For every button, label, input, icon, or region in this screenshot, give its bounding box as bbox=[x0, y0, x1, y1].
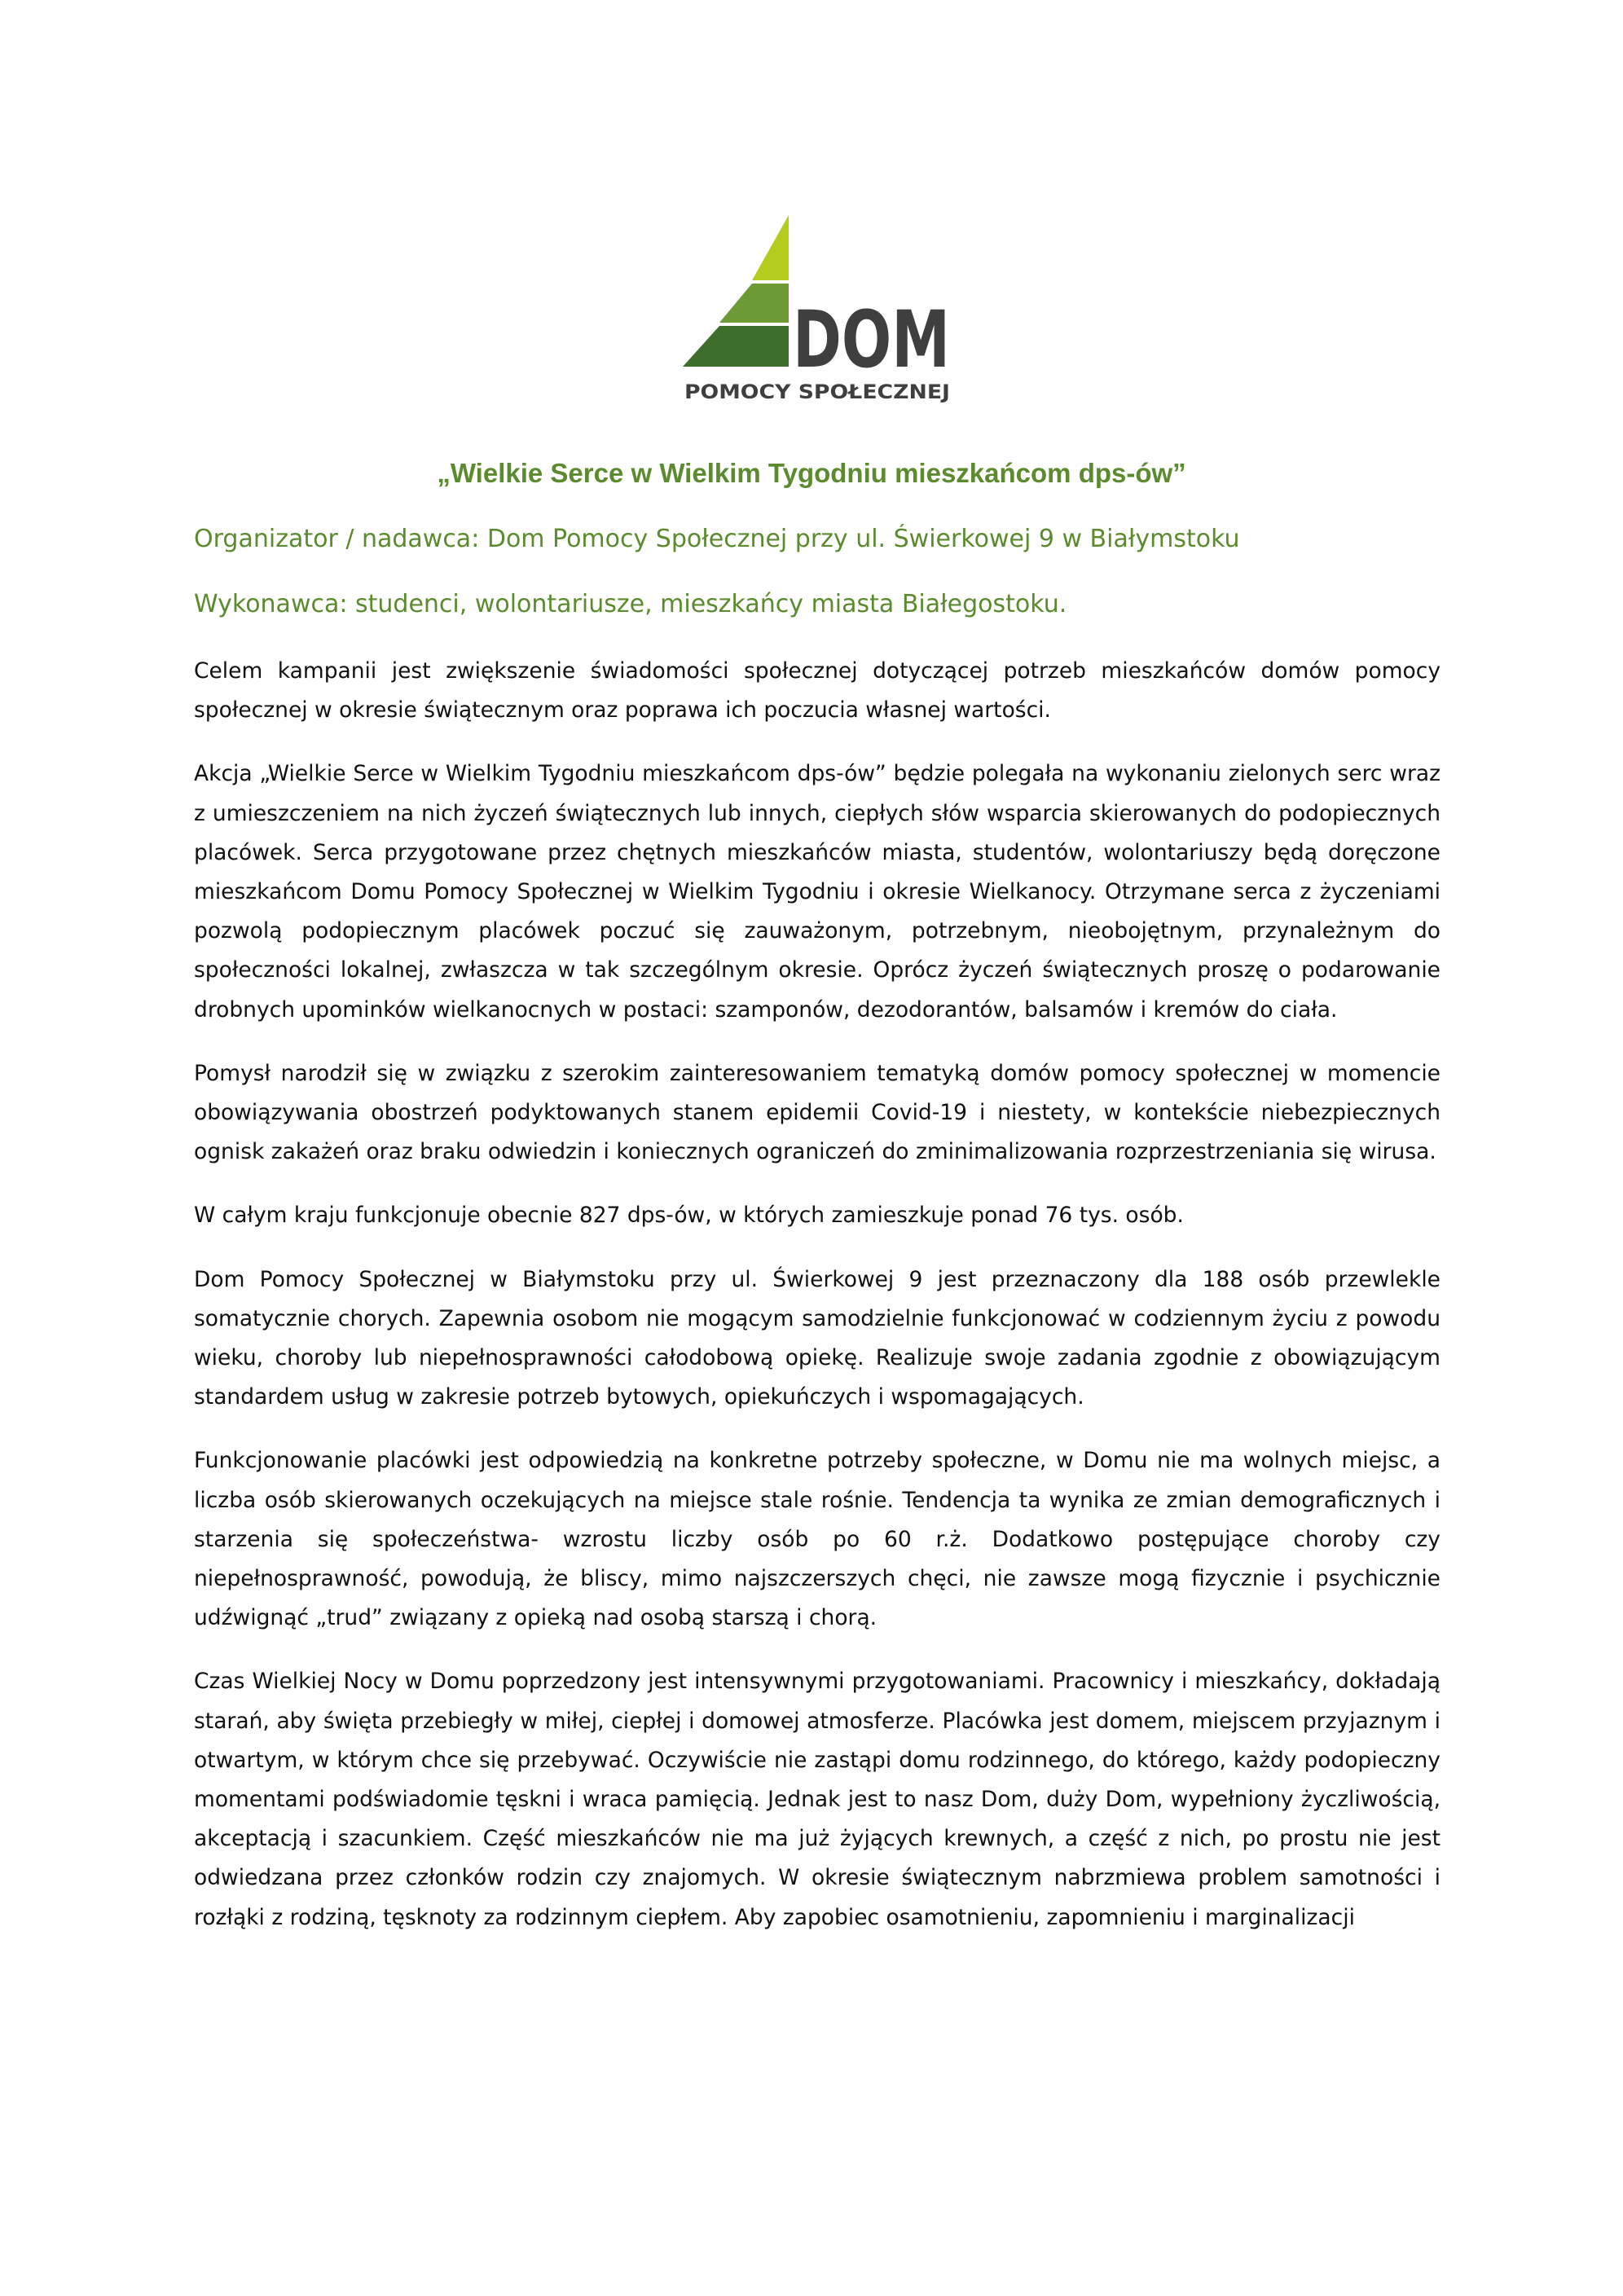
paragraph: Pomysł narodził się w związku z szerokim zainteresowaniem tematyką domów pomocy społecznej w momencie obowiązywania obostrzeń podyktowanych stanem epidemii Covid-19 i niestety, w kontekście niebezpiecznych ognisk zakażeń oraz braku odwiedzin i koniecznych ograniczeń do zminimalizowania rozprzestrzeniania się wirusa. bbox=[194, 1060, 1440, 1165]
paragraph: W całym kraju funkcjonuje obecnie 827 dps-ów, w których zamieszkuje ponad 76 tys. osób. bbox=[194, 1203, 1184, 1229]
paragraph: Celem kampanii jest zwiększenie świadomości społecznej dotyczącej potrzeb mieszkańców domów pomocy społecznej w okresie świątecznym oraz poprawa ich poczucia własnej wartości. bbox=[194, 658, 1440, 724]
logo-word: DOM bbox=[793, 294, 950, 385]
paragraph: Dom Pomocy Społecznej w Białymstoku przy ul. Świerkowej 9 jest przeznaczony dla 188 osób przewlekle somatycznie chorych. Zapewnia osobom nie mogącym samodzielnie funkcjonować w codziennym życiu z powodu wieku, choroby lub niepełnosprawności całodobową opiekę. Realizuje swoje zadania zgodnie z obowiązującym standardem usług w zakresie potrzeb bytowych, opiekuńczych i wspomagających. bbox=[194, 1266, 1440, 1410]
paragraph: Funkcjonowanie placówki jest odpowiedzią na konkretne potrzeby społeczne, w Domu nie ma wolnych miejsc, a liczba osób skierowanych oczekujących na miejsce stale rośnie. Tendencja ta wynika ze zmian demograficznych i starzenia się społeczeństwa- wzrostu liczby osób po 60 r.ż. Dodatkowo postępujące choroby czy niepełnosprawność, powodują, że bliscy, mimo najszczerszych chęci, nie zawsze mogą fizycznie i psychicznie udźwignąć „trud” związany z opieką nad osobą starszą i chorą. bbox=[194, 1448, 1440, 1631]
tree-top-shape bbox=[752, 215, 789, 280]
paragraph: Czas Wielkiej Nocy w Domu poprzedzony jest intensywnymi przygotowaniami. Pracownicy i mieszkańcy, dokładają starań, aby święta przebiegły w miłej, ciepłej i domowej atmosferze. Placówka jest domem, miejscem przyjaznym i otwartym, w którym chce się przebywać. Oczywiście nie zastąpi domu rodzinnego, do którego, każdy podopieczny momentami podświadomie tęskni i wraca pamięcią. Jednak jest to nasz Dom, duży Dom, wypełniony życzliwością, akceptacją i szacunkiem. Część mieszkańców nie ma już żyjących krewnych, a część z nich, po prostu nie jest odwiedzana przez członków rodzin czy znajomych. W okresie świątecznym nabrzmiewa problem samotności i rozłąki z rodziną, tęsknoty za rodzinnym ciepłem. Aby zapobiec osamotnieniu, zapomnieniu i marginalizacji bbox=[194, 1669, 1440, 1930]
logo-subtitle: POMOCY SPOŁECZNEJ bbox=[684, 380, 950, 403]
tree-middle-shape bbox=[719, 284, 789, 323]
paragraph: Akcja „Wielkie Serce w Wielkim Tygodniu mieszkańcom dps-ów” będzie polegała na wykonaniu zielonych serc wraz z umieszczeniem na nich życzeń świątecznych lub innych, ciepłych słów wsparcia skierowanych do podopiecznych placówek. Serca przygotowane przez chętnych mieszkańców miasta, studentów, wolontariuszy będą doręczone mieszkańcom Domu Pomocy Społecznej w Wielkim Tygodniu i okresie Wielkanocy. Otrzymane serca z życzeniami pozwolą podopiecznym placówek poczuć się zauważonym, potrzebnym, nieobojętnym, przynależnym do społeczności lokalnej, zwłaszcza w tak szczególnym okresie. Oprócz życzeń świątecznych proszę o podarowanie drobnych upominków wielkanocnych w postaci: szamponów, dezodorantów, balsamów i kremów do ciała. bbox=[194, 761, 1440, 1023]
organizer-line: Organizator / nadawca: Dom Pomocy Społecznej przy ul. Świerkowej 9 w Białymstoku bbox=[194, 525, 1240, 553]
dom-pomocy-spolecznej-logo bbox=[683, 215, 952, 402]
executor-line: Wykonawca: studenci, wolontariusze, mieszkańcy miasta Białegostoku. bbox=[194, 590, 1067, 618]
tree-bottom-shape bbox=[683, 326, 789, 367]
document-title: „Wielkie Serce w Wielkim Tygodniu mieszkańcom dps-ów” bbox=[437, 458, 1186, 488]
document-body bbox=[194, 652, 1440, 1962]
